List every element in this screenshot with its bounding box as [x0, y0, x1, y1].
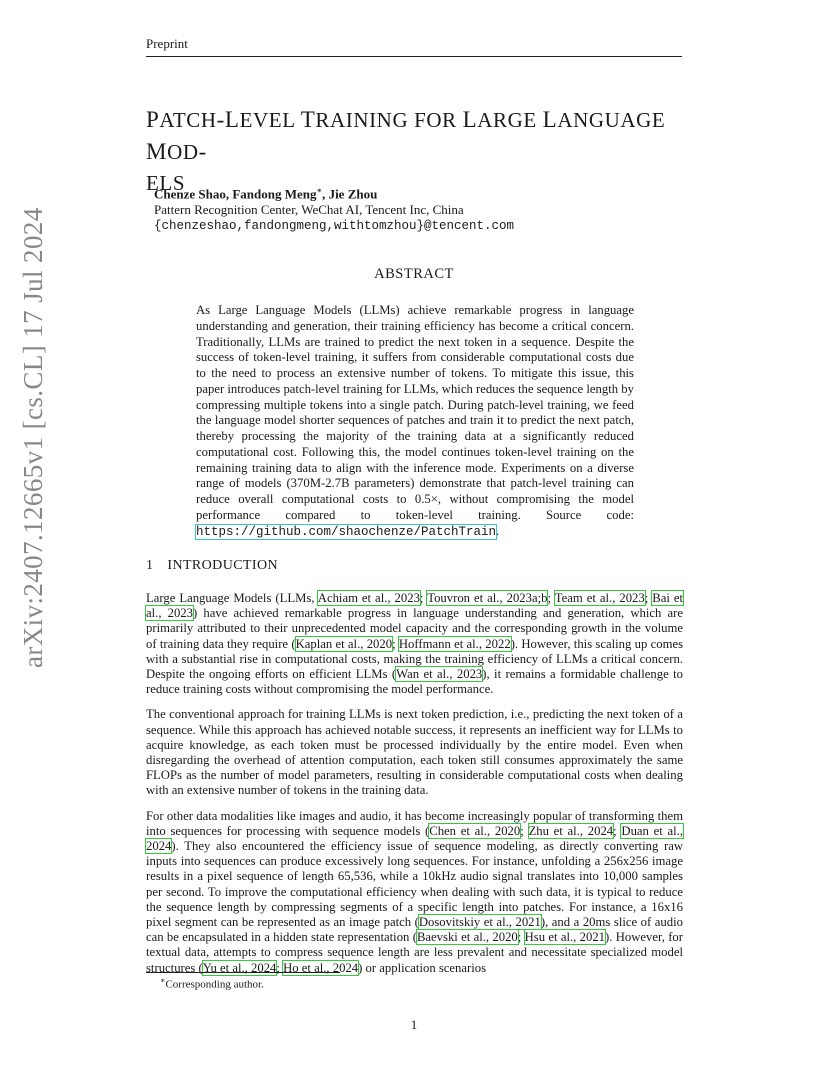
- page-number: 1: [410, 1017, 418, 1032]
- title-part: L: [462, 107, 478, 132]
- title-part: OD: [167, 140, 199, 164]
- author-list-tail: , Jie Zhou: [322, 186, 378, 202]
- title-part: -L: [216, 107, 240, 132]
- abstract-body: [196, 303, 634, 540]
- paragraph: [146, 809, 683, 976]
- section-number: 1: [146, 558, 154, 573]
- footnote-mark: ∗: [160, 976, 166, 985]
- text-run: ;: [547, 591, 555, 605]
- citation-link[interactable]: Yu et al., 2024: [202, 960, 277, 975]
- author-emails: {chenzeshao,fandongmeng,withtomzhou}@tencent.com: [154, 219, 515, 234]
- affiliation: Pattern Recognition Center, WeChat AI, Tencent Inc, China: [154, 202, 464, 218]
- citation-link[interactable]: Hsu et al., 2021: [524, 930, 606, 945]
- author-names: [154, 183, 674, 202]
- text-run: For other data modalities like images and audio, it has become increasingly popular of transforming them into sequences for processing with sequence models (: [146, 808, 683, 838]
- citation-link[interactable]: Achiam et al., 2023: [317, 591, 420, 605]
- footnote-rule: [146, 972, 340, 973]
- title-part: RAINING FOR: [315, 108, 463, 132]
- text-run: ;: [276, 960, 284, 975]
- citation-link[interactable]: Bai et al., 2023: [146, 591, 684, 621]
- abstract-heading: ABSTRACT: [374, 266, 454, 282]
- text-run: ), and a 20ms slice of audio can be encapsulated in a hidden state representation (: [146, 915, 683, 945]
- running-header: [146, 36, 682, 57]
- text-run: ;: [613, 823, 622, 838]
- citation-link[interactable]: Wan et al., 2023: [396, 667, 483, 682]
- text-run: ), it remains a formidable challenge to reduce training costs without compromising the model performance.: [146, 667, 683, 697]
- citation-link[interactable]: Touvron et al., 2023a;b: [427, 591, 548, 605]
- text-run: ). They also encountered the efficiency issue of sequence modeling, as directly converting raw inputs into sequences can produce excessively long sequences. For instance, unfolding a 256x256 image results in a pixel sequence of length 65,536, while a 10kHz audio signal translates into 10,000 samples per second. To improve the computational efficiency when dealing with such data, it is typical to reduce the sequence length by compressing segments of a specific length into patches. For instance, a 16x16 pixel segment can be represented as an image patch (: [146, 839, 683, 930]
- author-block: [154, 183, 674, 234]
- header-label: Preprint: [146, 36, 188, 51]
- section-heading: [146, 558, 278, 574]
- title-part: ANGUAGE: [557, 108, 666, 132]
- title-part: P: [146, 107, 160, 132]
- text-run: ) have achieved remarkable progress in language understanding and generation, which are primarily attributed to their unprecedented model capacity and the corresponding growth in the volume of training data they require (: [146, 606, 683, 651]
- title-part: L: [542, 107, 558, 132]
- author-list: Chenze Shao, Fandong Meng: [154, 186, 317, 202]
- arxiv-sidebar-stamp: arXiv:2407.12665v1 [cs.CL] 17 Jul 2024: [18, 207, 48, 668]
- citation-link[interactable]: Duan et al., 2024: [146, 823, 684, 854]
- title-part: T: [300, 107, 316, 132]
- section-title: INTRODUCTION: [167, 558, 278, 573]
- title-part: -: [198, 139, 207, 164]
- title-part: EVEL: [239, 108, 301, 132]
- citation-link[interactable]: Ho et al., 2024: [283, 960, 359, 975]
- footnote: [160, 976, 264, 991]
- text-run: ). However, this scaling up comes with a substantial rise in computational costs, making the training efficiency of LLMs a critical concern. Despite the ongoing efforts on efficient LLMs (: [146, 636, 684, 682]
- text-run: Large Language Models (LLMs,: [146, 591, 318, 605]
- title-part: ATCH: [159, 108, 217, 132]
- abstract-text: As Large Language Models (LLMs) achieve remarkable progress in language understanding and generation, their training efficiency has become a critical concern. Traditionally, LLMs are trained to predict the next token in a sequence. Despite the success of token-level training, it suffers from considerable computational costs due to the need to process an extensive number of tokens. To mitigate this issue, this paper introduces patch-level training for LLMs, which reduces the sequence length by compressing multiple tokens into a single patch. During patch-level training, we feed the language model shorter sequences of patches and train it to predict the next patch, thereby processing the majority of the training data at a significantly reduced computational cost. Following this, the model continues token-level training on the remaining training data to align with the inference mode. Experiments on a diverse range of models (370M-2.7B parameters) demonstrate that patch-level training can reduce overall computational costs to 0.5×, without compromising the model performance compared to token-level training. Source code:: [196, 303, 634, 522]
- text-run: ) or application scenarios: [358, 960, 487, 975]
- corresponding-mark: ∗: [316, 186, 323, 195]
- citation-link[interactable]: Zhu et al., 2024: [528, 823, 614, 838]
- title-part: M: [146, 139, 168, 164]
- text-run: ;: [520, 823, 529, 838]
- citation-link[interactable]: Dosovitskiy et al., 2021: [418, 915, 541, 930]
- paragraph: [146, 591, 683, 697]
- citation-link[interactable]: Baevski et al., 2020: [416, 930, 518, 945]
- abstract-end: .: [496, 523, 500, 538]
- text-run: ;: [644, 591, 653, 605]
- citation-link[interactable]: Team et al., 2023: [554, 591, 645, 605]
- citation-link[interactable]: Hoffmann et al., 2022: [398, 636, 511, 651]
- paragraph: The conventional approach for training LLMs is next token prediction, i.e., predicting the next token of a sequence. While this approach has achieved notable success, it represents an inefficient way for LLMs to acquire knowledge, as each token must be processed individually by the entire model. Even when disregarding the overhead of attention computation, each token still consumes approximately the same FLOPs as the number of model parameters, resulting in considerable computational costs when dealing with an extensive number of tokens in the training data.: [146, 707, 683, 798]
- text-run: ;: [419, 591, 428, 605]
- text-run: ). However, for textual data, attempts to compress sequence length are less prevalent and necessitate specialized model structures (: [146, 930, 683, 975]
- citation-link[interactable]: Chen et al., 2020: [429, 823, 521, 838]
- footnote-text: Corresponding author.: [165, 978, 264, 991]
- code-link[interactable]: https://github.com/shaochenze/PatchTrain: [196, 524, 497, 539]
- text-run: ;: [392, 636, 399, 651]
- body-text: [146, 591, 683, 986]
- text-run: ;: [517, 930, 525, 945]
- title-part: ARGE: [477, 108, 543, 132]
- citation-link[interactable]: Kaplan et al., 2020: [295, 636, 393, 651]
- title-part: ELS: [146, 171, 186, 195]
